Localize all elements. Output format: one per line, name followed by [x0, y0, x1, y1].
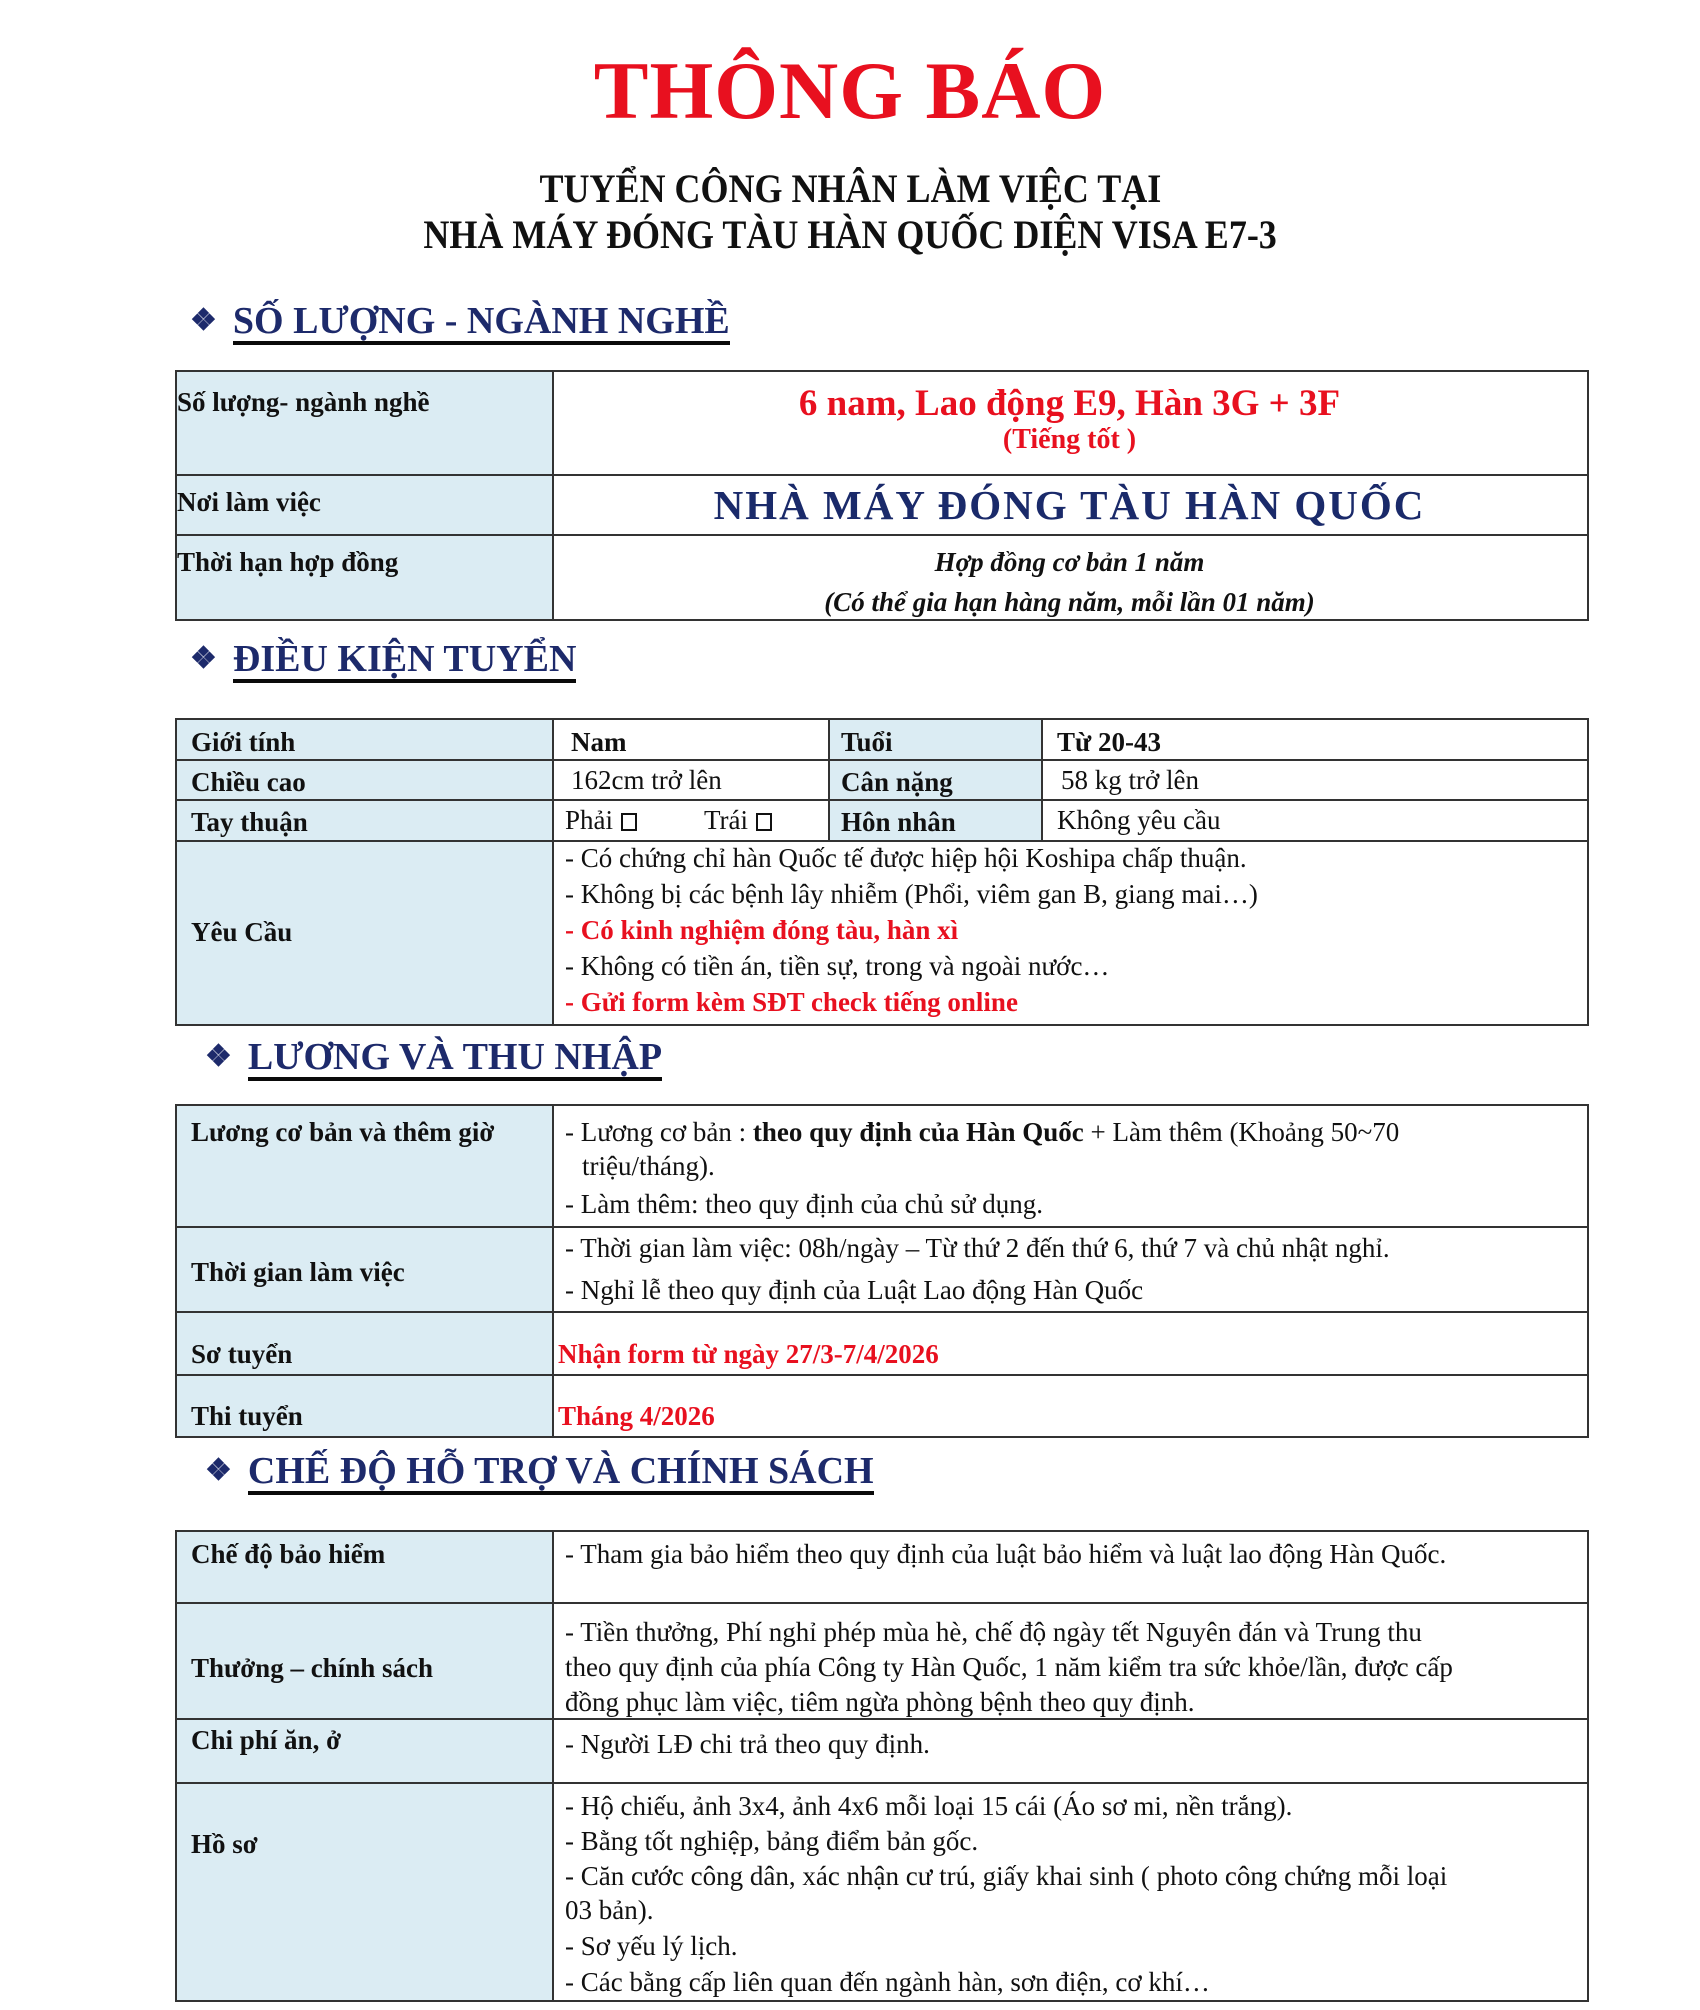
quantity-table	[175, 370, 1589, 621]
subtitle-line-2-text: NHÀ MÁY ĐÓNG TÀU HÀN QUỐC DIỆN VISA E7-3	[423, 212, 1277, 257]
base-salary-line-2: triệu/tháng).	[582, 1151, 715, 1181]
quantity-note: (Tiếng tốt )	[1002, 424, 1137, 455]
label-bonus-policy: Thưởng – chính sách	[191, 1653, 433, 1683]
row-divider	[177, 1782, 1587, 1784]
row-label-quantity: Số lượng- ngành nghề	[177, 387, 430, 417]
salary-table	[175, 1104, 1589, 1438]
section-heading-text: SỐ LƯỢNG - NGÀNH NGHỀ	[233, 301, 730, 345]
option-left-hand-label: Trái	[704, 805, 749, 835]
label-dominant-hand: Tay thuận	[191, 807, 308, 837]
documents-line: - Sơ yếu lý lịch.	[565, 1931, 738, 1961]
row-divider	[177, 534, 1587, 536]
base-salary-emphasis: theo quy định của Hàn Quốc	[752, 1117, 1084, 1147]
bonus-policy-line: đồng phục làm việc, tiêm ngừa phòng bệnh theo quy định.	[565, 1687, 1195, 1717]
notice-title: THÔNG BÁO	[593, 45, 1107, 136]
column-divider	[552, 720, 554, 1024]
value-marital-status: Không yêu cầu	[1057, 805, 1221, 835]
base-salary-line-1	[565, 1116, 1399, 1148]
working-hours-line-1: - Thời gian làm việc: 08h/ngày – Từ thứ 2 đến thứ 6, thứ 7 và chủ nhật nghỉ.	[565, 1233, 1390, 1263]
row-label-workplace: Nơi làm việc	[177, 487, 321, 517]
option-left-hand[interactable]	[704, 804, 772, 836]
bonus-policy-line: - Tiền thưởng, Phí nghỉ phép mùa hè, chế độ ngày tết Nguyên đán và Trung thu	[565, 1617, 1422, 1647]
documents-line: 03 bản).	[565, 1895, 654, 1925]
label-base-salary: Lương cơ bản và thêm giờ	[191, 1117, 495, 1147]
label-documents: Hồ sơ	[191, 1829, 258, 1859]
label-gender: Giới tính	[191, 727, 296, 757]
column-divider	[828, 720, 830, 841]
row-divider	[177, 1311, 1587, 1313]
value-height: 162cm trở lên	[571, 765, 722, 795]
label-food-housing: Chi phí ăn, ở	[191, 1725, 342, 1755]
row-divider	[177, 799, 1587, 801]
diamond-bullet-icon: ❖	[205, 1454, 232, 1487]
insurance-line: - Tham gia bảo hiểm theo quy định của luật bảo hiểm và luật lao động Hàn Quốc.	[565, 1539, 1447, 1569]
label-weight: Cân nặng	[841, 767, 953, 797]
diamond-bullet-icon: ❖	[205, 1040, 232, 1073]
exam-value: Tháng 4/2026	[558, 1401, 715, 1431]
section-heading-conditions	[190, 636, 576, 685]
row-divider	[177, 1718, 1587, 1720]
conditions-table	[175, 718, 1589, 1026]
benefits-table	[175, 1530, 1589, 2002]
label-marital-status: Hôn nhân	[841, 807, 956, 837]
requirement-item-highlight: - Có kinh nghiệm đóng tàu, hàn xì	[565, 915, 959, 945]
overtime-line: - Làm thêm: theo quy định của chủ sử dụng.	[565, 1189, 1044, 1219]
row-label-contract-term: Thời hạn hợp đồng	[177, 547, 399, 577]
value-weight: 58 kg trở lên	[1061, 765, 1200, 795]
diamond-bullet-icon: ❖	[190, 642, 217, 675]
base-salary-prefix: - Lương cơ bản :	[565, 1117, 753, 1147]
section-heading-salary	[205, 1034, 662, 1083]
requirement-item: - Không có tiền án, tiền sự, trong và ngoài nước…	[565, 951, 1110, 981]
documents-line: - Căn cước công dân, xác nhận cư trú, giấy khai sinh ( photo công chứng mỗi loại	[565, 1861, 1448, 1891]
subtitle-line-1	[0, 166, 1700, 212]
documents-line: - Hộ chiếu, ảnh 3x4, ảnh 4x6 mỗi loại 15 cái (Áo sơ mi, nền trắng).	[565, 1791, 1293, 1821]
label-working-hours: Thời gian làm việc	[191, 1257, 405, 1287]
label-insurance: Chế độ bảo hiểm	[191, 1539, 386, 1569]
base-salary-suffix: + Làm thêm (Khoảng 50~70	[1083, 1117, 1400, 1147]
option-right-hand-label: Phải	[565, 805, 614, 835]
row-divider	[177, 1602, 1587, 1604]
value-gender: Nam	[571, 727, 627, 757]
row-divider	[177, 759, 1587, 761]
section-heading-text: ĐIỀU KIỆN TUYỂN	[233, 639, 576, 683]
food-housing-line: - Người LĐ chi trả theo quy định.	[565, 1729, 930, 1759]
section-heading-benefits	[205, 1448, 874, 1497]
row-divider	[177, 474, 1587, 476]
documents-line: - Các bằng cấp liên quan đến ngành hàn, sơn điện, cơ khí…	[565, 1967, 1210, 1997]
checkbox-icon[interactable]	[621, 813, 637, 831]
section-heading-quantity	[190, 298, 730, 347]
option-right-hand[interactable]	[565, 804, 637, 836]
contract-term-value: Hợp đồng cơ bản 1 năm	[934, 547, 1205, 577]
label-height: Chiều cao	[191, 767, 306, 797]
label-requirements: Yêu Cầu	[191, 917, 293, 947]
requirement-item-highlight: - Gửi form kèm SĐT check tiếng online	[565, 987, 1018, 1017]
subtitle-line-2	[0, 212, 1700, 258]
column-divider	[552, 1106, 554, 1436]
diamond-bullet-icon: ❖	[190, 304, 217, 337]
requirement-item: - Có chứng chỉ hàn Quốc tế được hiệp hội Koshipa chấp thuận.	[565, 843, 1247, 873]
checkbox-icon[interactable]	[756, 813, 772, 831]
preliminary-value: Nhận form từ ngày 27/3-7/4/2026	[558, 1339, 939, 1369]
value-age: Từ 20-43	[1057, 727, 1161, 757]
documents-line: - Bằng tốt nghiệp, bảng điểm bản gốc.	[565, 1826, 979, 1856]
working-hours-line-2: - Nghỉ lễ theo quy định của Luật Lao động Hàn Quốc	[565, 1275, 1144, 1305]
column-divider	[1041, 720, 1043, 841]
quantity-value: 6 nam, Lao động E9, Hàn 3G + 3F	[798, 383, 1341, 424]
requirement-item: - Không bị các bệnh lây nhiễm (Phổi, viêm gan B, giang mai…)	[565, 879, 1258, 909]
row-divider	[177, 1226, 1587, 1228]
label-exam: Thi tuyển	[191, 1401, 303, 1431]
subtitle-line-1-text: TUYỂN CÔNG NHÂN LÀM VIỆC TẠI	[539, 166, 1161, 211]
row-divider	[177, 1374, 1587, 1376]
label-preliminary: Sơ tuyển	[191, 1339, 293, 1369]
workplace-value: NHÀ MÁY ĐÓNG TÀU HÀN QUỐC	[713, 482, 1426, 528]
bonus-policy-line: theo quy định của phía Công ty Hàn Quốc, 1 năm kiểm tra sức khỏe/lần, được cấp	[565, 1652, 1453, 1682]
label-age: Tuổi	[841, 727, 893, 757]
section-heading-text: LƯƠNG VÀ THU NHẬP	[248, 1037, 662, 1081]
section-heading-text: CHẾ ĐỘ HỖ TRỢ VÀ CHÍNH SÁCH	[248, 1451, 874, 1495]
contract-term-note: (Có thể gia hạn hàng năm, mỗi lần 01 năm)	[824, 587, 1315, 617]
